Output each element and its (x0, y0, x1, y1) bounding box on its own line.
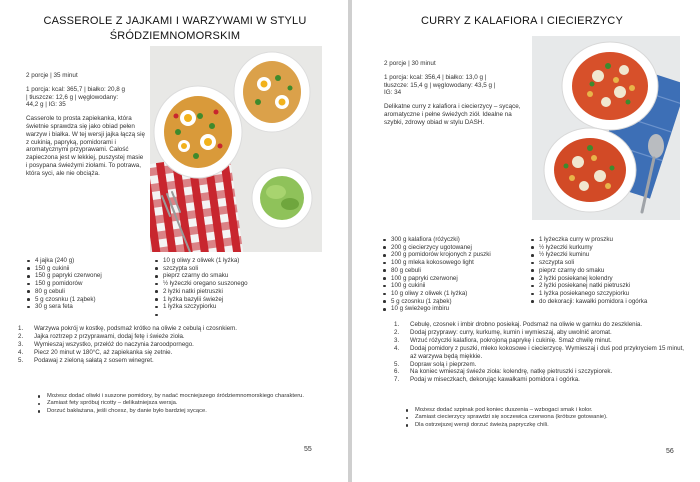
ingredient-item: 2 łyżki posiekanej natki pietruszki (530, 282, 690, 290)
ingredients-column-2 (154, 257, 304, 311)
ingredient-item: 2 łyżki posiekanej kolendry (530, 275, 690, 283)
ingredient-item: pieprz czarny do smaku (154, 272, 304, 280)
ingredients-column-1 (382, 236, 534, 313)
ingredients-column-2 (530, 236, 690, 305)
ingredient-item: 5 g czosnku (1 ząbek) (382, 298, 534, 306)
nutrition-line-2: | tłuszcze: 12,6 g | węglowodany: (26, 93, 119, 101)
ingredient-item: ½ łyżeczki kuminu (530, 251, 690, 259)
ingredient-item: 300 g kalafiora (różyczki) (382, 236, 534, 244)
ingredient-item: 200 g pomidorów krojonych z puszki (382, 251, 534, 259)
step-item: Na koniec wmieszaj świeże zioła: kolendrę, natkę pietruszki i szczypiorek. (410, 368, 613, 376)
ingredient-item: 4 jajka (240 g) (26, 257, 164, 265)
ingredient-item: 150 g pomidorów (26, 280, 164, 288)
nutrition-line-2: tłuszcze: 15,4 g | węglowodany: 43,5 g | (384, 81, 496, 89)
servings-time: 2 porcje | 30 minut (384, 60, 436, 67)
ingredient-item: szczypta soli (530, 259, 690, 267)
tip-item: Możesz dodać szpinak pod koniec duszenia – wzbogaci smak i kolor. (402, 407, 688, 414)
step-item: Dopraw solą i pieprzem. (410, 360, 477, 368)
page-title: CURRY Z KALAFIORA I CIECIERZYCY (420, 15, 623, 27)
ingredient-item: 30 g sera feta (26, 303, 164, 311)
ingredient-item: 10 g świeżego imbiru (382, 305, 534, 313)
page-number: 55 (304, 446, 312, 453)
ingredient-item: 200 g ciecierzycy ugotowanej (382, 244, 534, 252)
recipe-description: Casserole to prosta zapiekanka, która świetnie sprawdza się jako obiad pełen warzyw i białka. W tej wersji jajka łączą się z cukinią, papryką, pomidorami i aromatycznymi przyprawami. Całość zapieczona jest w lekkiej, puszystej masie i posypana świeżymi ziołami. To potrawa, która syci, ale nie obciąża. (26, 115, 145, 177)
ingredient-item: 150 g cukinii (26, 265, 164, 273)
ingredients-column-1 (26, 257, 164, 311)
step-item: Wymieszaj wszystko, przełóż do naczynia żaroodpornego. (34, 340, 194, 348)
casserole-photo (150, 46, 322, 252)
step-item: Podawaj z zieloną sałatą z sosem winegret. (34, 356, 154, 364)
ingredient-item: 100 g papryki czerwonej (382, 275, 534, 283)
ingredient-item: 1 łyżeczka curry w proszku (530, 236, 690, 244)
step-item: Dodaj pomidory z puszki, mleko kokosowe i ciecierzycę. Wymieszaj i duś pod przykryciem 15 minut, aż warzywa będą miękkie. (410, 344, 685, 360)
step-item: Warzywa pokrój w kostkę, podsmaż krótko na oliwie z cebulą i czosnkiem. (34, 325, 238, 332)
ingredient-item: 1 łyżka szczypiorku (154, 303, 304, 311)
tip-item: Dla ostrzejszej wersji dorzuć świeżą papryczkę chili. (402, 422, 688, 429)
preparation-steps (16, 325, 326, 365)
ingredient-item: ½ łyżeczki kurkumy (530, 244, 690, 252)
nutrition-line-3: IG: 34 (384, 89, 402, 97)
ingredient-item: do dekoracji: kawałki pomidora i ogórka (530, 298, 690, 306)
nutrition-line-3: 44,2 g | IG: 35 (26, 101, 66, 109)
left-page (0, 0, 348, 482)
ingredient-item: 2 łyżki natki pietruszki (154, 288, 304, 296)
servings-time: 2 porcje | 35 minut (26, 72, 78, 79)
ingredient-item: 10 g oliwy z oliwek (1 łyżka) (382, 290, 534, 298)
right-page (352, 0, 700, 482)
ingredient-item: 100 g mleka kokosowego light (382, 259, 534, 267)
step-item: Podaj w miseczkach, dekorując kawałkami pomidora i ogórka. (410, 376, 580, 384)
ingredient-item: 100 g cukinii (382, 282, 534, 290)
step-item: Piecz 20 minut w 180°C, aż zapiekanka się zetnie. (34, 348, 173, 356)
tip-item: Zamiast fety spróbuj ricotty – delikatniejsza wersja. (34, 400, 314, 407)
recipe-meta-block (384, 60, 532, 127)
ingredient-item: szczypta soli (154, 265, 304, 273)
curry-photo (532, 36, 680, 220)
page-number: 56 (666, 448, 674, 455)
ingredient-item: 1 łyżka posiekanego szczypiorku (530, 290, 690, 298)
ingredient-item: pieprz czarny do smaku (530, 267, 690, 275)
step-item: Jajka roztrzep z przyprawami, dodaj fetę i świeże zioła. (34, 332, 185, 340)
tip-item: Zamiast ciecierzycy sprawdzi się soczewica czerwona (krótsze gotowanie). (402, 414, 688, 421)
nutrition-line-1: 1 porcja: kcal: 365,7 | białko: 20,8 g (26, 85, 125, 93)
ingredient-item: 80 g cebuli (382, 267, 534, 275)
tips-list (402, 407, 688, 429)
ingredient-item: 80 g cebuli (26, 288, 164, 296)
step-item: Cebulę, czosnek i imbir drobno posiekaj. Podsmaż na oliwie w garnku do zeszklenia. (410, 321, 643, 328)
ingredient-item: 5 g czosnku (1 ząbek) (26, 296, 164, 304)
page-title: CASSEROLE Z JAJKAMI I WARZYWAMI W STYLU ŚRÓDZIEMNOMORSKIM (43, 15, 307, 42)
preparation-steps (392, 321, 692, 384)
recipe-meta-block (26, 72, 146, 178)
tips-list (34, 393, 314, 415)
ingredient-item: 150 g papryki czerwonej (26, 272, 164, 280)
recipe-description: Delikatne curry z kalafiora i ciecierzycy – sycące, aromatyczne i pełne świeżych ziół. Idealne na szybki, zdrowy obiad w stylu DASH. (384, 103, 521, 126)
ingredient-item: 10 g oliwy z oliwek (1 łyżka) (154, 257, 304, 265)
step-item: Dodaj przyprawy: curry, kurkumę, kumin i wymieszaj, aby uwolnić aromat. (410, 328, 612, 336)
tip-item: Dorzuć bakłażana, jeśli chcesz, by danie było bardziej sycące. (34, 408, 314, 415)
ingredient-item: ½ łyżeczki oregano suszonego (154, 280, 304, 288)
tip-item: Możesz dodać oliwki i suszone pomidory, by nadać mocniejszego śródziemnomorskiego charakteru. (34, 393, 314, 400)
step-item: Wrzuć różyczki kalafiora, pokrojoną paprykę i cukinię. Smaż chwilę minut. (410, 336, 612, 344)
ingredient-item: 1 łyżka bazylii świeżej (154, 296, 304, 304)
nutrition-line-1: 1 porcja: kcal: 356,4 | białko: 13,0 g | (384, 73, 487, 81)
